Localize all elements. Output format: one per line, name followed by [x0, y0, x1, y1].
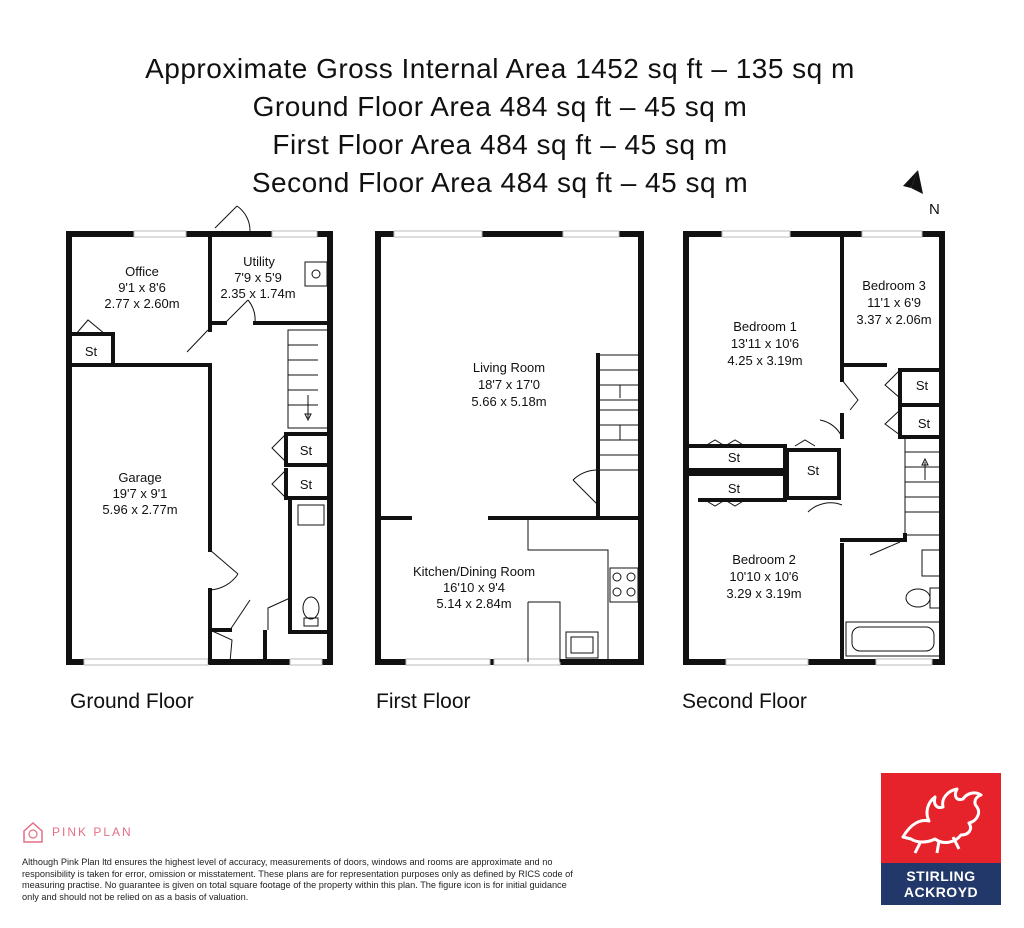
- first-area-title: First Floor Area 484 sq ft – 45 sq m: [272, 129, 728, 160]
- garage-metric: 5.96 x 2.77m: [102, 502, 178, 517]
- bedroom3-name: Bedroom 3: [862, 278, 926, 293]
- office-store-label: St: [84, 344, 98, 359]
- second-store-label-2: St: [727, 481, 741, 496]
- living-room-metric: 5.66 x 5.18m: [471, 394, 547, 409]
- agent-name-line2: ACKROYD: [903, 884, 979, 900]
- office-name: Office: [125, 264, 159, 279]
- north-label: N: [929, 201, 940, 218]
- ground-floor-plan: [69, 206, 330, 665]
- ground-floor-label: Ground Floor: [70, 690, 194, 713]
- ground-area-title: Ground Floor Area 484 sq ft – 45 sq m: [252, 91, 748, 122]
- first-floor-label: First Floor: [376, 690, 471, 713]
- agent-name-line1: STIRLING: [906, 868, 976, 884]
- living-room-imperial: 18'7 x 17'0: [477, 377, 541, 392]
- garage-imperial: 19'7 x 9'1: [112, 486, 168, 501]
- second-area-title: Second Floor Area 484 sq ft – 45 sq m: [251, 167, 749, 198]
- second-store-label-5: St: [917, 416, 931, 431]
- gross-area-title: Approximate Gross Internal Area 1452 sq ft – 135 sq m: [145, 53, 855, 84]
- bedroom3-imperial: 11'1 x 6'9: [867, 295, 921, 310]
- bedroom2-name: Bedroom 2: [732, 552, 796, 567]
- office-metric: 2.77 x 2.60m: [104, 296, 180, 311]
- house-icon: [22, 820, 44, 844]
- stirling-ackroyd-logo: [881, 773, 1001, 905]
- griffin-icon: [881, 773, 1001, 863]
- kitchen-name: Kitchen/Dining Room: [412, 564, 536, 579]
- bedroom1-metric: 4.25 x 3.19m: [727, 353, 803, 368]
- office-imperial: 9'1 x 8'6: [118, 280, 166, 295]
- bedroom3-metric: 3.37 x 2.06m: [856, 312, 932, 327]
- living-room-name: Living Room: [472, 360, 546, 375]
- pink-plan-logo: [22, 820, 133, 844]
- bedroom2-imperial: 10'10 x 10'6: [729, 569, 799, 584]
- bedroom2-metric: 3.29 x 3.19m: [726, 586, 802, 601]
- second-store-label-4: St: [915, 378, 929, 393]
- ground-store-label-1: St: [299, 443, 313, 458]
- second-store-label-1: St: [727, 450, 741, 465]
- second-floor-plan: [686, 231, 942, 665]
- utility-imperial: 7'9 x 5'9: [234, 270, 282, 285]
- utility-name: Utility: [243, 254, 275, 269]
- bedroom1-name: Bedroom 1: [733, 319, 797, 334]
- ground-store-label-2: St: [299, 477, 313, 492]
- second-store-label-3: St: [806, 463, 820, 478]
- bedroom1-imperial: 13'11 x 10'6: [730, 336, 800, 351]
- first-floor-plan: [378, 231, 641, 665]
- utility-metric: 2.35 x 1.74m: [220, 286, 296, 301]
- second-floor-label: Second Floor: [682, 690, 807, 713]
- kitchen-metric: 5.14 x 2.84m: [436, 596, 512, 611]
- kitchen-imperial: 16'10 x 9'4: [442, 580, 506, 595]
- disclaimer-text: Although Pink Plan ltd ensures the highest level of accuracy, measurements of doors, windows and rooms are approximate and no responsibility is taken for error, omission or misstatement. These plans are for representation purposes only as defined by RICS code of measuring practise. No guarantee is given on total square footage of the property within this plan. The figure icon is for initial guidance only and should not be relied on as a basis of valuation.: [22, 857, 573, 902]
- pink-plan-text: PINK PLAN: [52, 825, 133, 839]
- garage-name: Garage: [118, 470, 162, 485]
